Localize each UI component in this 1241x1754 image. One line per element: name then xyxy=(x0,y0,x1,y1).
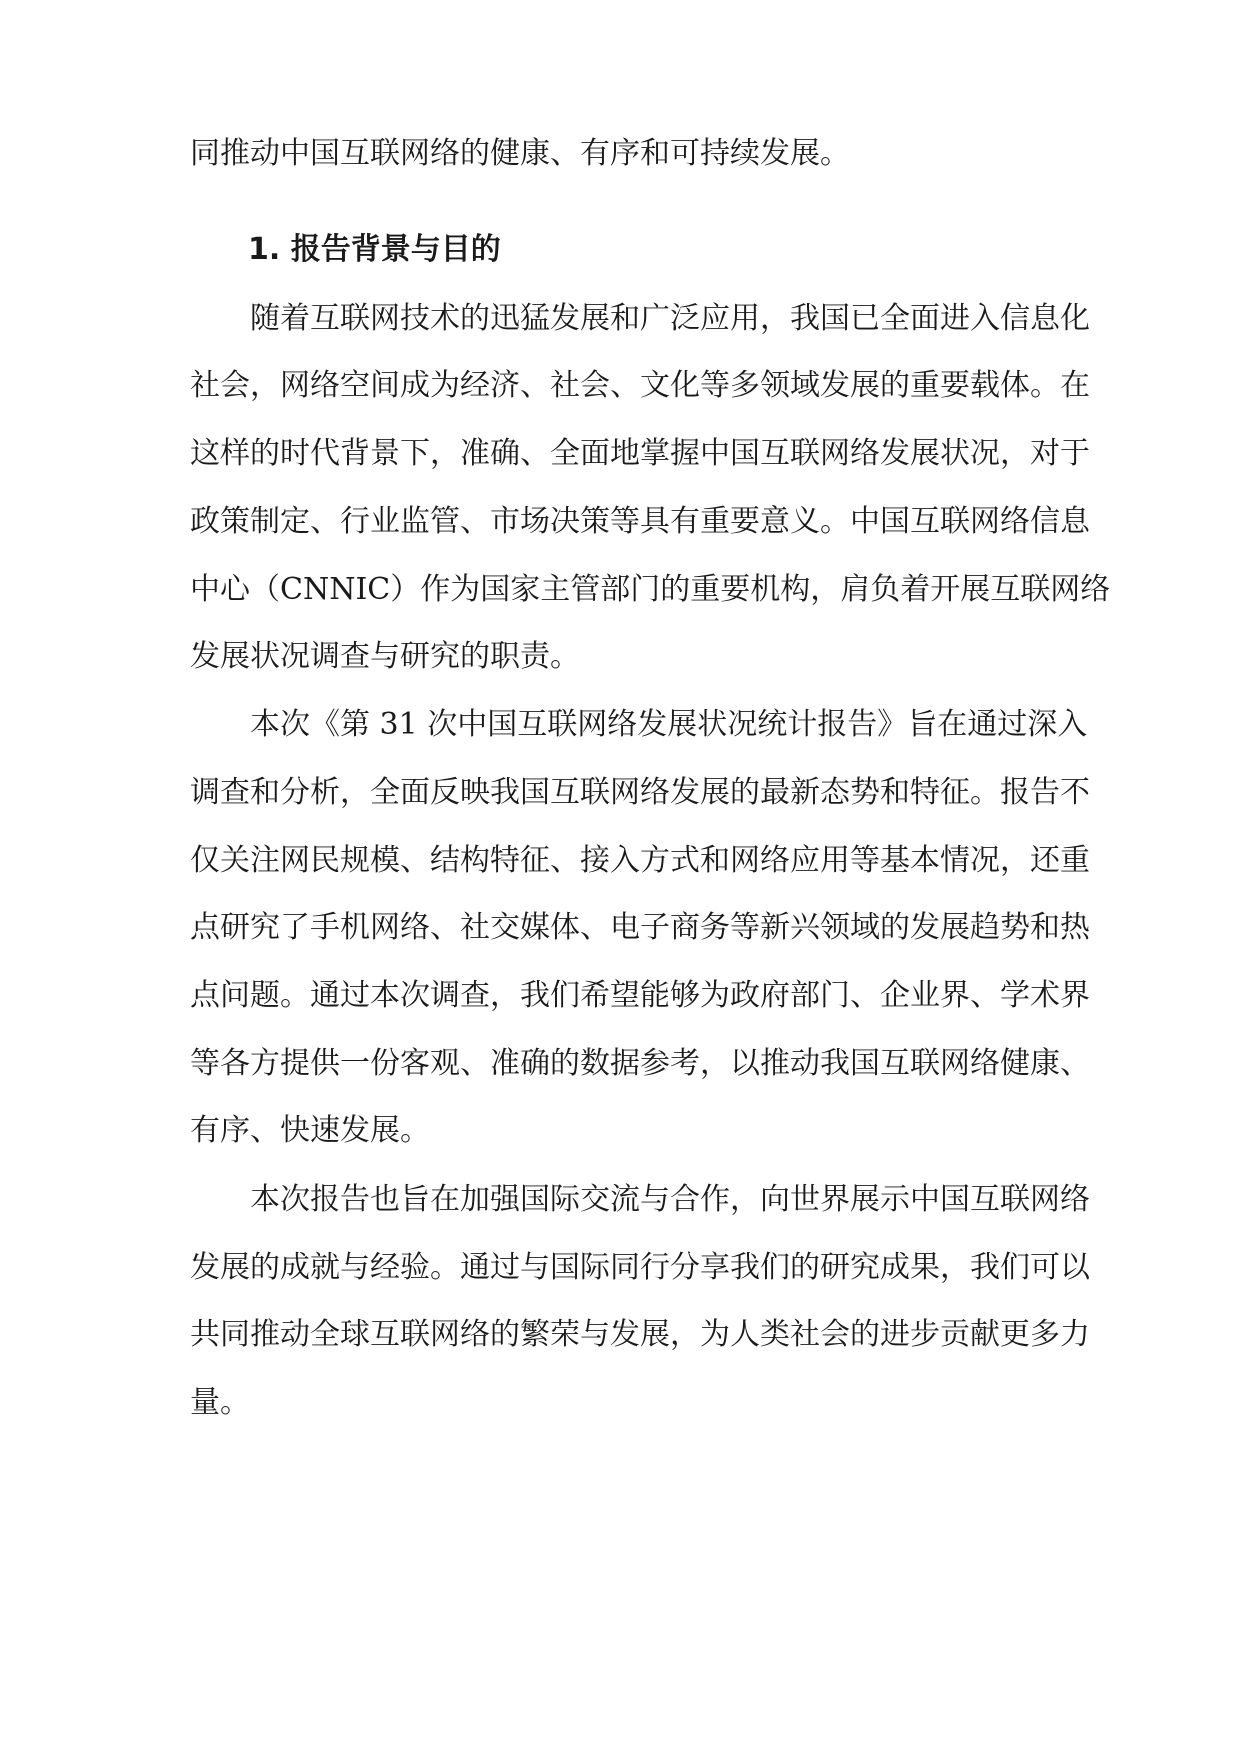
paragraph-line: 量。 xyxy=(190,1385,250,1420)
continuation-line: 同推动中国互联网络的健康、有序和可持续发展。 xyxy=(190,136,850,171)
paragraph-line: 发展的成就与经验。通过与国际同行分享我们的研究成果，我们可以 xyxy=(190,1250,1090,1285)
paragraph-line: 中心（CNNIC）作为国家主管部门的重要机构，肩负着开展互联网络 xyxy=(190,572,1111,607)
paragraph-line: 本次《第 31 次中国互联网络发展状况统计报告》旨在通过深入 xyxy=(250,707,1088,742)
paragraph-line: 调查和分析，全面反映我国互联网络发展的最新态势和特征。报告不 xyxy=(190,775,1090,810)
paragraph-line: 仅关注网民规模、结构特征、接入方式和网络应用等基本情况，还重 xyxy=(190,843,1090,878)
paragraph-line: 等各方提供一份客观、准确的数据参考，以推动我国互联网络健康、 xyxy=(190,1046,1090,1081)
paragraph-line: 共同推动全球互联网络的繁荣与发展，为人类社会的进步贡献更多力 xyxy=(190,1317,1090,1352)
paragraph-line: 点研究了手机网络、社交媒体、电子商务等新兴领域的发展趋势和热 xyxy=(190,910,1090,945)
paragraph-line: 政策制定、行业监管、市场决策等具有重要意义。中国互联网络信息 xyxy=(190,504,1090,539)
paragraph-line: 社会，网络空间成为经济、社会、文化等多领域发展的重要载体。在 xyxy=(190,368,1090,403)
paragraph-line: 有序、快速发展。 xyxy=(190,1113,430,1148)
paragraph-line: 点问题。通过本次调查，我们希望能够为政府部门、企业界、学术界 xyxy=(190,978,1090,1013)
section-heading: 1. 报告背景与目的 xyxy=(248,232,501,267)
paragraph-line: 本次报告也旨在加强国际交流与合作，向世界展示中国互联网络 xyxy=(250,1182,1090,1217)
paragraph-line: 随着互联网技术的迅猛发展和广泛应用，我国已全面进入信息化 xyxy=(250,301,1090,336)
paragraph-line: 这样的时代背景下，准确、全面地掌握中国互联网络发展状况，对于 xyxy=(190,436,1090,471)
paragraph-line: 发展状况调查与研究的职责。 xyxy=(190,639,580,674)
